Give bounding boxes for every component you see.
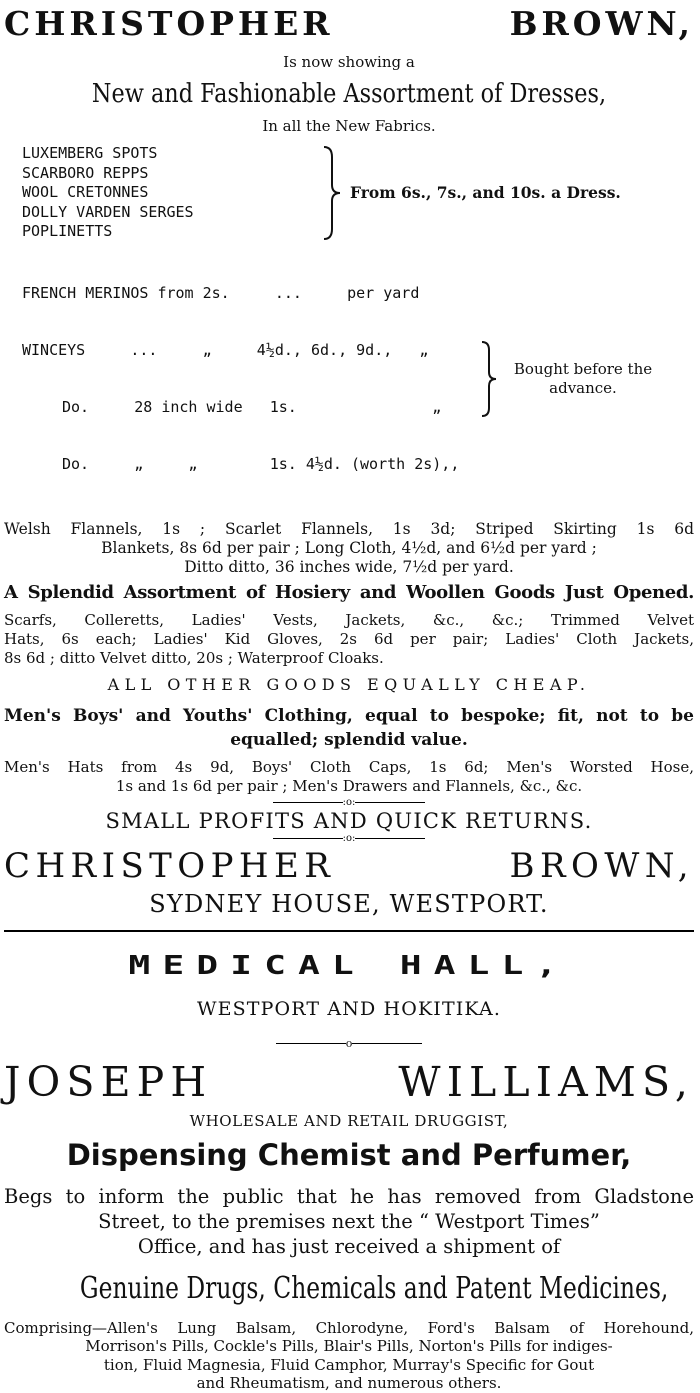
medical-hall-header: MEDICAL HALL, — [128, 950, 570, 980]
merinos-line: FRENCH MERINOS from 2s. ... per yard — [22, 283, 420, 302]
comprising-line: Comprising—Allen's Lung Balsam, Chlorodyne, Ford's Balsam of Horehound, — [4, 1318, 694, 1337]
comprising-paragraph — [4, 1319, 694, 1393]
dress-fabrics-group — [22, 144, 694, 242]
comprising-line: Morrison's Pills, Cockle's Pills, Blair's Pills, Norton's Pills for indiges- — [85, 1337, 613, 1355]
divider: :o: — [4, 798, 694, 808]
christopher-brown-advert — [4, 4, 694, 920]
joseph-williams-name: JOSEPH WILLIAMS, — [4, 1057, 694, 1106]
column-rule — [4, 930, 694, 932]
merinos-group — [22, 246, 694, 512]
chemist-title: Dispensing Chemist and Perfumer, — [66, 1137, 632, 1172]
notice-line: Begs to inform the public that he has removed from Gladstone — [4, 1184, 694, 1208]
location-line: WESTPORT AND HOKITIKA. — [196, 997, 502, 1020]
medical-hall-advert — [4, 938, 694, 1393]
notice-line: Street, to the premises next the “ Westport Times” — [98, 1209, 600, 1233]
mens-hats-paragraph — [4, 758, 694, 796]
notice-line: Office, and has just received a shipment of — [137, 1234, 561, 1258]
dress-price: From 6s., 7s., and 10s. a Dress. — [350, 183, 621, 203]
scarfs-line: Hats, 6s each; Ladies' Kid Gloves, 2s 6d per pair; Ladies' Cloth Jackets, — [4, 629, 694, 648]
flannels-line: Welsh Flannels, 1s ; Scarlet Flannels, 1s 3d; Striped Skirting 1s 6d — [4, 519, 694, 538]
footer-name: CHRISTOPHER BROWN, — [4, 845, 694, 886]
notice-paragraph — [4, 1184, 694, 1259]
fabric-item: DOLLY VARDEN SERGES — [22, 202, 194, 221]
all-other-goods: ALL OTHER GOODS EQUALLY CHEAP. — [107, 674, 591, 694]
scarfs-line: 8s 6d ; ditto Velvet ditto, 20s ; Waterproof Cloaks. — [4, 648, 384, 667]
mens-clothing-line: Men's Boys' and Youths' Clothing, equal to bespoke; fit, not to be — [4, 705, 694, 726]
bought-note: Bought before the advance. — [513, 359, 653, 397]
scarfs-line: Scarfs, Colleretts, Ladies' Vests, Jackets, &c., &c.; Trimmed Velvet — [4, 610, 694, 629]
mens-clothing-line: equalled; splendid value. — [230, 729, 468, 750]
flannels-line: Ditto ditto, 36 inches wide, 7½d per yard. — [184, 557, 514, 576]
mens-hats-line: Men's Hats from 4s 9d, Boys' Cloth Caps, 1s 6d; Men's Worsted Hose, — [4, 757, 694, 776]
ditto-line: Do. 28 inch wide 1s. „ — [62, 397, 442, 416]
fabric-item: WOOL CRETONNES — [22, 183, 149, 201]
fabric-item: SCARBORO REPPS — [22, 163, 149, 182]
assortment-heading: New and Fashionable Assortment of Dresses, — [91, 79, 607, 109]
footer-address: SYDNEY HOUSE, WESTPORT. — [149, 889, 549, 918]
mens-clothing-paragraph — [4, 704, 694, 752]
fabric-item: POPLINETTS — [22, 222, 113, 240]
mens-hats-line: 1s and 1s 6d per pair ; Men's Drawers and Flannels, &c., &c. — [115, 776, 583, 795]
trade-line: WHOLESALE AND RETAIL DRUGGIST, — [189, 1111, 509, 1130]
comprising-line: tion, Fluid Magnesia, Fluid Camphor, Murray's Specific for Gout — [103, 1355, 595, 1374]
small-profits-line: SMALL PROFITS AND QUICK RETURNS. — [105, 808, 593, 833]
merinos-list — [22, 246, 480, 512]
comprising-line: and Rheumatism, and numerous others. — [196, 1374, 502, 1392]
dress-fabrics-list — [22, 144, 320, 242]
scarfs-paragraph — [4, 611, 694, 668]
flannels-line: Blankets, 8s 6d per pair ; Long Cloth, 4½d, and 6½d per yard ; — [101, 538, 597, 557]
right-brace-icon — [480, 340, 498, 418]
flannels-paragraph — [4, 520, 694, 577]
showing-line: Is now showing a — [283, 53, 415, 71]
ditto-line: Do. „ „ 1s. 4½d. (worth 2s),, — [62, 454, 460, 473]
divider: :o: — [4, 834, 694, 844]
hosiery-line: A Splendid Assortment of Hosiery and Woollen Goods Just Opened. — [4, 581, 694, 603]
divider: o — [4, 1038, 694, 1050]
right-brace-icon — [320, 145, 344, 241]
fabrics-intro: In all the New Fabrics. — [262, 117, 436, 135]
winceys-line: WINCEYS ... „ 4½d., 6d., 9d., „ — [22, 340, 429, 359]
fabric-item: LUXEMBERG SPOTS — [22, 144, 158, 162]
advert-header: CHRISTOPHER BROWN, — [4, 4, 694, 43]
genuine-drugs-line: Genuine Drugs, Chemicals and Patent Medicines, — [79, 1270, 669, 1306]
